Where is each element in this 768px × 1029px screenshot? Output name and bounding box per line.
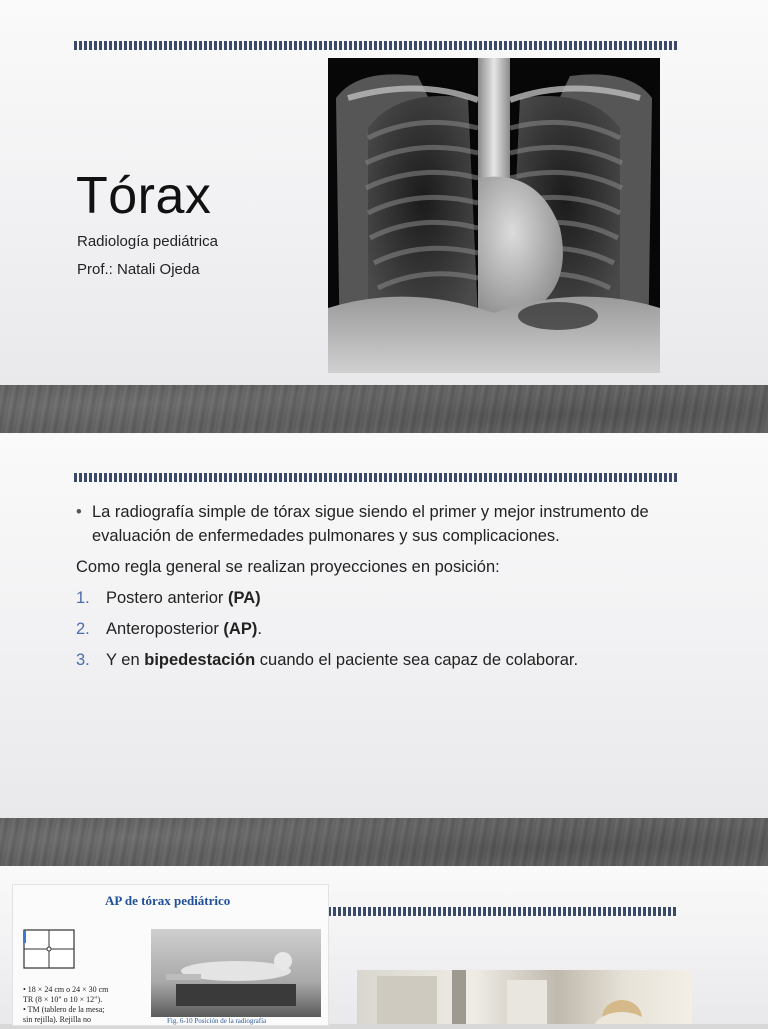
chest-xray-graphic — [328, 58, 660, 373]
patient-positioning-photo — [151, 929, 321, 1017]
list-text: Anteroposterior — [106, 620, 224, 638]
slide-title-text: Tórax — [76, 167, 212, 225]
radiology-room-photo — [357, 970, 692, 1024]
chest-xray-image — [328, 58, 660, 373]
decorative-dash-bar — [74, 41, 677, 50]
bullet-paragraph — [76, 500, 696, 548]
list-bold-text: bipedestación — [144, 651, 256, 669]
list-bold-text: (AP) — [223, 620, 258, 638]
list-number: 3. — [76, 651, 90, 669]
radiology-room-graphic — [357, 970, 692, 1024]
stone-divider — [0, 385, 768, 433]
cassette-diagram-icon — [23, 929, 87, 971]
list-number: 2. — [76, 620, 90, 638]
book-text-line: • 18 × 24 cm o 24 × 30 cm — [23, 985, 109, 994]
list-bold-text: (PA) — [227, 589, 261, 607]
list-item — [76, 648, 696, 672]
list-text-after: cuando el paciente sea capaz de colaborar. — [255, 651, 579, 669]
book-text-line: sin rejilla). Rejilla no — [23, 1015, 91, 1024]
intro-text: Como regla general se realizan proyecciones en posición: — [76, 558, 500, 576]
bullet-text: La radiografía simple de tórax sigue siendo el primer y mejor instrumento de evaluación de enfermedades pulmonares y sus complicaciones. — [92, 503, 649, 545]
book-text-line: TR (8 × 10" o 10 × 12"). — [23, 995, 103, 1004]
list-number: 1. — [76, 589, 90, 607]
content-text-block — [76, 500, 696, 672]
textbook-excerpt-image — [12, 884, 329, 1026]
decorative-dash-bar — [328, 907, 677, 916]
bullet-dot-icon: • — [76, 503, 82, 521]
slide-subtitle: Radiología pediátrica — [77, 233, 218, 250]
decorative-dash-bar — [74, 473, 677, 482]
slide-title — [0, 0, 768, 385]
list-item — [76, 586, 696, 610]
book-technical-text — [23, 985, 141, 1025]
book-text-line: • TM (tablero de la mesa; — [23, 1005, 105, 1014]
list-text: Y en — [106, 651, 145, 669]
list-text-after: . — [257, 620, 262, 638]
slide-author: Prof.: Natali Ojeda — [77, 261, 200, 278]
patient-figure-graphic — [151, 929, 321, 1017]
list-text: Postero anterior — [106, 589, 228, 607]
book-heading: AP de tórax pediátrico — [105, 893, 231, 908]
list-item — [76, 617, 696, 641]
stone-divider — [0, 818, 768, 866]
book-figure-caption: Fig. 6-10 Posición de la radiografía — [167, 1017, 267, 1025]
